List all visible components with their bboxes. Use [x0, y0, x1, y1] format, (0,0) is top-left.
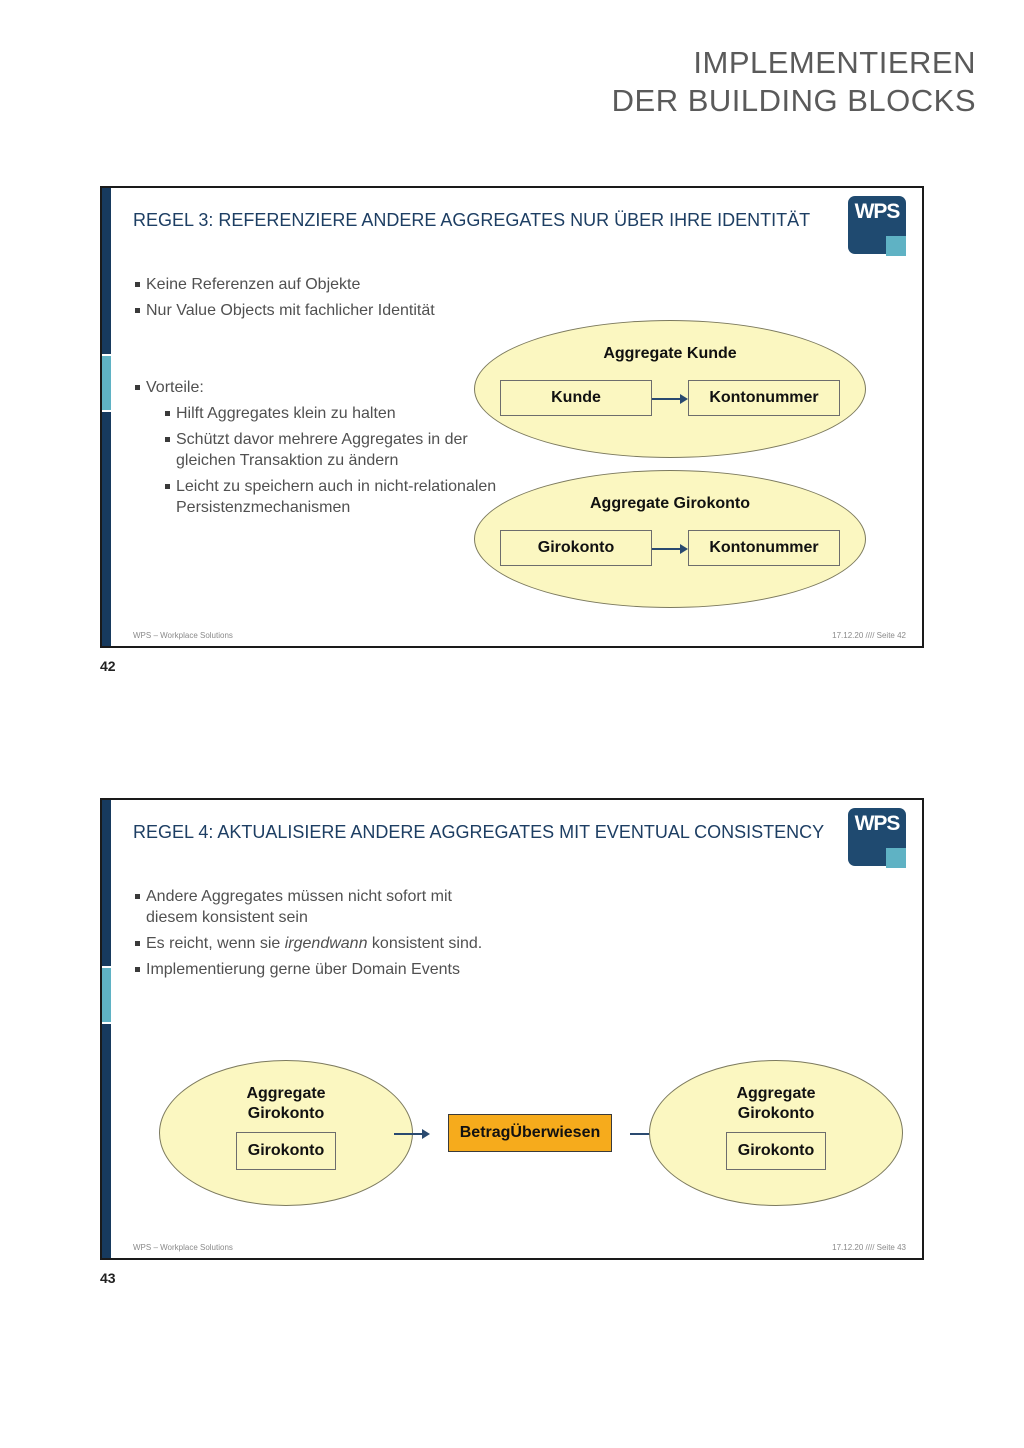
sub-bullet-item: Schützt davor mehrere Aggregates in der gleichen Transaktion zu ändern	[163, 429, 506, 471]
page-heading-line1: IMPLEMENTIEREN	[693, 45, 976, 80]
bullet-item: Vorteile:	[133, 377, 533, 398]
bullet-item: Andere Aggregates müssen nicht sofort mit diesem konsistent sein	[133, 886, 503, 928]
slide-43	[100, 798, 924, 1260]
bullet-item: Nur Value Objects mit fachlicher Identität	[133, 300, 553, 321]
reference-arrow	[652, 548, 686, 550]
page-heading	[612, 44, 976, 120]
event-arrow-in	[394, 1133, 428, 1135]
slide-side-accent	[102, 966, 111, 1024]
bullet-item-italic: Es reicht, wenn sie irgendwann konsistent sind.	[133, 933, 503, 954]
aggregate-girokonto-left-title: Aggregate Girokonto	[246, 1085, 326, 1122]
kontonummer-box: Kontonummer	[688, 380, 840, 416]
betrag-ueberwiesen-event: BetragÜberwiesen	[448, 1114, 612, 1152]
slide-footer-date-page: 17.12.20 //// Seite 42	[832, 631, 906, 640]
slide-title: REGEL 3: REFERENZIERE ANDERE AGGREGATES NUR ÜBER IHRE IDENTITÄT	[133, 210, 811, 230]
slide-footer-date-page: 17.12.20 //// Seite 43	[832, 1243, 906, 1252]
bullet-item: Keine Referenzen auf Objekte	[133, 274, 553, 295]
girokonto-right-box: Girokonto	[726, 1132, 826, 1170]
aggregate-girokonto-title: Aggregate Girokonto	[589, 495, 750, 512]
bullet-item: Implementierung gerne über Domain Events	[133, 959, 503, 980]
bullet-list	[133, 886, 503, 985]
sub-bullet-item: Hilft Aggregates klein zu halten	[163, 403, 533, 424]
aggregate-girokonto-right-title: Aggregate Girokonto	[736, 1085, 816, 1122]
vorteile-list	[133, 377, 533, 523]
sub-bullet-item: Leicht zu speichern auch in nicht-relationalen Persistenzmechanismen	[163, 476, 526, 518]
page-number: 43	[100, 1270, 116, 1286]
aggregate-kunde-title: Aggregate Kunde	[603, 345, 737, 362]
page-number: 42	[100, 658, 116, 674]
slide-side-bar	[102, 800, 111, 1258]
kunde-box: Kunde	[500, 380, 652, 416]
bullet-list	[133, 274, 553, 326]
slide-footer-company: WPS – Workplace Solutions	[133, 1243, 233, 1252]
slide-title: REGEL 4: AKTUALISIERE ANDERE AGGREGATES MIT EVENTUAL CONSISTENCY	[133, 822, 825, 842]
slide-42	[100, 186, 924, 648]
wps-logo: WPS	[848, 808, 908, 868]
slide-side-accent	[102, 354, 111, 412]
girokonto-left-box: Girokonto	[236, 1132, 336, 1170]
slide-footer-company: WPS – Workplace Solutions	[133, 631, 233, 640]
page-heading-line2: DER BUILDING BLOCKS	[611, 83, 976, 118]
girokonto-box: Girokonto	[500, 530, 652, 566]
reference-arrow	[652, 398, 686, 400]
wps-logo: WPS	[848, 196, 908, 256]
kontonummer-box: Kontonummer	[688, 530, 840, 566]
slide-side-bar	[102, 188, 111, 646]
